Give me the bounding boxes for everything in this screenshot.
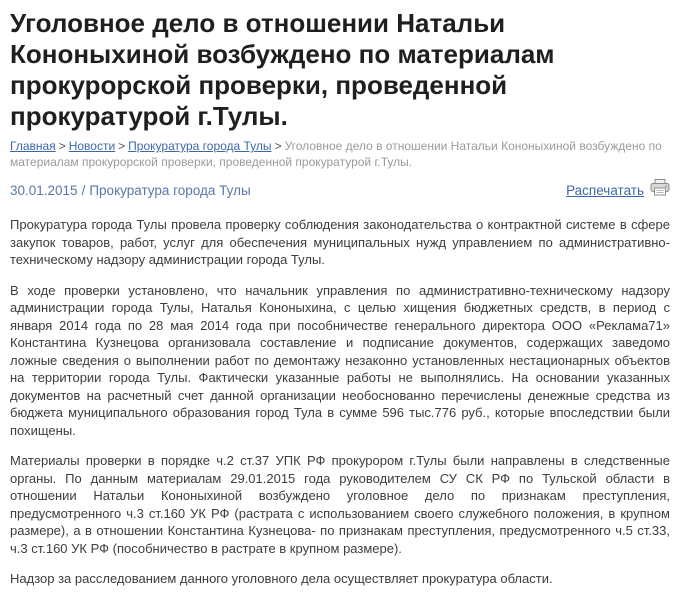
breadcrumb-link-prosecutor-tula[interactable]: Прокуратура города Тулы bbox=[128, 139, 272, 153]
meta-separator: / bbox=[81, 182, 86, 198]
article-paragraph: Надзор за расследованием данного уголовного дела осуществляет прокуратура области. bbox=[10, 571, 553, 586]
article-meta bbox=[10, 183, 251, 198]
meta-row bbox=[10, 179, 670, 201]
publish-date: 30.01.2015 bbox=[10, 182, 78, 198]
article-paragraph: Материалы проверки в порядке ч.2 ст.37 УПК РФ прокурором г.Тулы были направлены в следственные органы. По данным материалам 29.01.2015 года руководителем СУ СК РФ по Тульской области в отношении Натальи Кононыхиной возбуждено уголовное дело по признакам преступления, предусмотренного ч.3 ст.160 УК РФ (растрата с использованием своего служебного положения, в крупном размере), а в отношении Константина Кузнецова- по признакам преступления, предусмотренного ч.5 ст.33, ч.3 ст.160 УК РФ (пособничество в растрате в крупном размере). bbox=[10, 453, 670, 556]
article-body bbox=[10, 216, 670, 588]
article-paragraph: Прокуратура города Тулы провела проверку соблюдения законодательства о контрактной системе в сфере закупок товаров, работ, услуг для обеспечения муниципальных нужд управлением по административно-техническому надзору администрации города Тулы. bbox=[10, 217, 670, 267]
breadcrumb-link-home[interactable]: Главная bbox=[10, 139, 56, 153]
source-department: Прокуратура города Тулы bbox=[89, 182, 251, 198]
article-paragraph: В ходе проверки установлено, что начальник управления по административно-техническому надзору администрации города Тулы, Наталья Кононыхина, с целью хищения бюджетных средств, в период с января 2014 года по 28 мая 2014 года при пособничестве генерального директора ООО «Реклама71» Константина Кузнецова организовала составление и подписание документов, содержащих заведомо ложные сведения о выполнении работ по демонтажу незаконно установленных нестационарных объектов на территории города Тулы. Фактически указанные работы не выполнялись. На основании указанных документов на расчетный счет данной организации необоснованно перечислены денежные средства из бюджета муниципального образования город Тула в сумме 596 тыс.776 руб., которые впоследствии были похищены. bbox=[10, 282, 670, 438]
breadcrumb-current-page: Уголовное дело в отношении Натальи Кононыхиной возбуждено по материалам прокурорской проверки, проведенной прокуратурой г.Тулы. bbox=[10, 139, 662, 169]
print-link[interactable]: Распечатать bbox=[566, 182, 644, 198]
breadcrumb-separator: > bbox=[58, 139, 66, 153]
breadcrumb-separator: > bbox=[118, 139, 126, 153]
print-controls bbox=[566, 179, 670, 201]
page-title: Уголовное дело в отношении Натальи Кононыхиной возбуждено по материалам прокурорской проверки, проведенной прокуратурой г.Тулы. bbox=[10, 8, 555, 131]
printer-icon[interactable] bbox=[650, 179, 670, 201]
breadcrumb-separator: > bbox=[274, 139, 282, 153]
breadcrumb bbox=[10, 138, 670, 170]
breadcrumb-link-news[interactable]: Новости bbox=[68, 139, 116, 153]
